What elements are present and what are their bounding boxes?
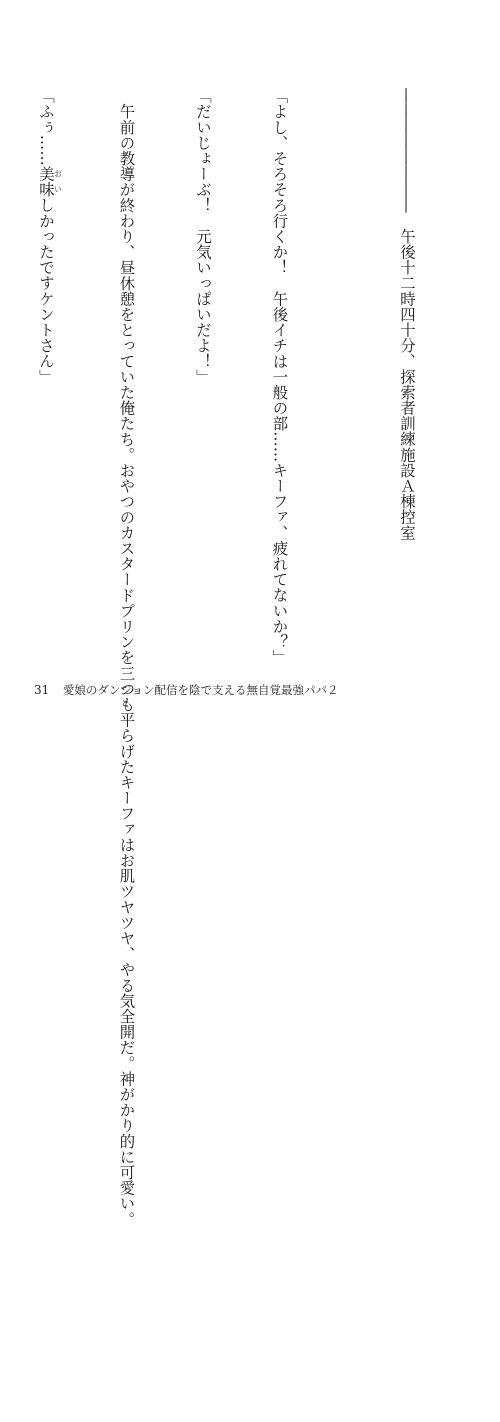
dialogue-line: 「ふぅ……美味おいしかったですケントさん」 [37,88,63,385]
page-number: 31 [34,683,50,697]
scene-heading: ―――――――― 午後十二時四十分、探索者訓練施設Ａ棟控室 [398,88,416,541]
ruby-annotation: 美味おい [37,165,63,198]
book-title: 愛娘のダンジョン配信を陰で支える無自覚最強パパ２ [62,683,339,697]
dialogue-line: 「よし、そろそろ行くか！ 午後イチは一般の部……キーファ、疲れてないか？」 [270,88,289,666]
page-footer [34,682,339,698]
dialogue-line: 「だいじょーぶ！ 元気いっぱいだよ！」 [194,88,212,385]
narration-paragraph: 午前の教導が終わり、昼休憩をとっていた俺たち。おやつのカスタードプリンを三つも平らげたキーファはお肌ツヤツヤ、やる気全開だ。神がかり的に可愛い。 [117,88,136,1227]
